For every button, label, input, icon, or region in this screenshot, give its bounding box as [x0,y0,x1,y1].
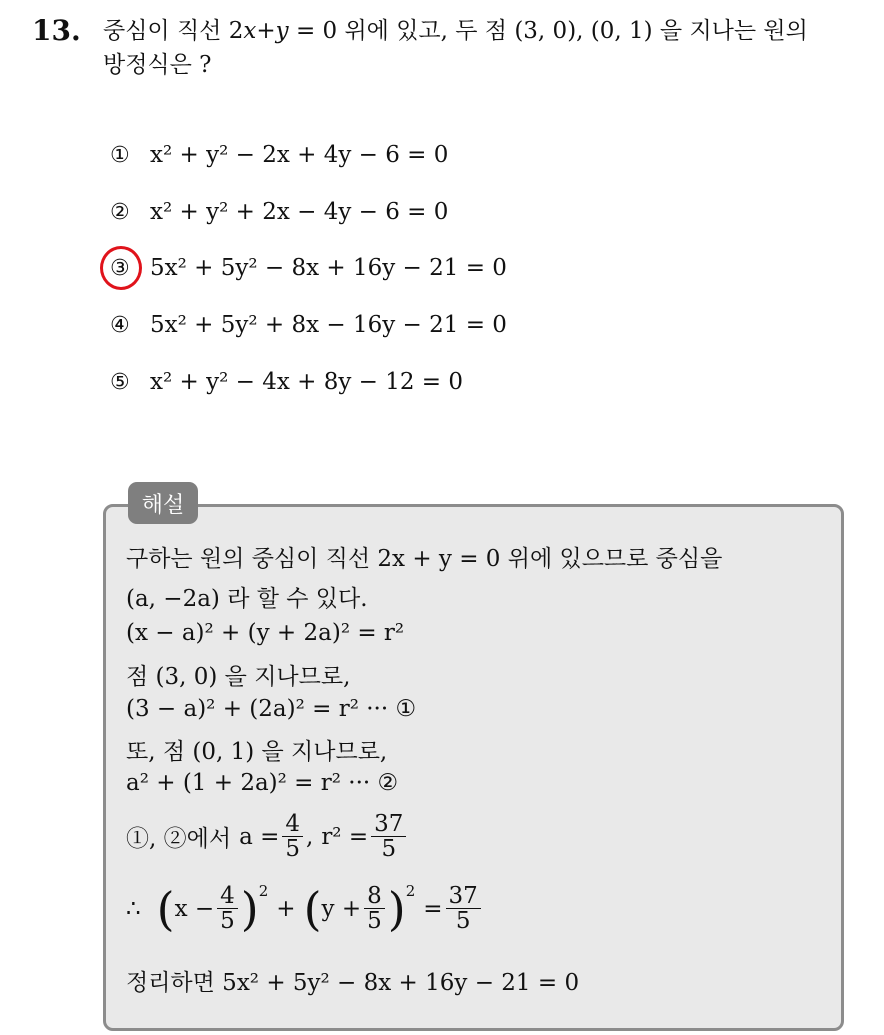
option-5[interactable] [110,369,463,395]
solution-line-7: a² + (1 + 2a)² = r² ··· ② [126,770,399,796]
stem-var-x: x [243,18,257,44]
line8-r-label: r² = [321,823,369,850]
line9-y-open: y + [321,895,362,922]
fraction-numerator: 4 [217,884,238,909]
option-1[interactable] [110,142,448,168]
paren-close-1: ) [240,881,259,936]
option-equation: x² + y² + 2x − 4y − 6 = 0 [150,199,449,225]
solution-line-1: 구하는 원의 중심이 직선 2x + y = 0 위에 있으므로 중심을 [126,546,723,572]
answer-circle-mark [100,246,142,290]
line9-plus: + [276,895,296,922]
line9-x-open: x − [174,895,215,922]
option-number: ① [110,142,130,168]
solution-tab: 해설 [128,482,198,524]
option-number: ② [110,199,130,225]
solution-line-6: 또, 점 (0, 1) 을 지나므로, [126,739,388,765]
paren-open-2: ( [303,881,322,936]
question-stem [103,14,873,82]
solution-line-3: (x − a)² + (y + 2a)² = r² [126,620,405,646]
option-2[interactable] [110,199,448,225]
stem-text-1: 중심이 직선 2 [103,18,244,44]
option-number: ⑤ [110,369,130,395]
option-number: ④ [110,312,130,338]
fraction-denominator: 5 [285,836,300,863]
exponent-1: 2 [258,881,269,900]
solution-line-8 [126,812,409,861]
fraction-numerator: 4 [282,812,303,837]
fraction-4-5 [217,884,238,933]
line8-a-label: a = [239,823,280,850]
solution-line-9 [126,881,484,936]
question-number: 13. [32,14,81,47]
solution-line-10: 정리하면 5x² + 5y² − 8x + 16y − 21 = 0 [126,970,580,996]
solution-line-5: (3 − a)² + (2a)² = r² ··· ① [126,696,417,722]
stem-text-2: = 0 위에 있고, 두 점 (3, 0), (0, 1) 을 지나는 원의 [295,18,808,44]
solution-line-2: (a, −2a) 라 할 수 있다. [126,586,368,612]
question-stem-line-1 [103,14,873,48]
question-stem-line-2: 방정식은 ? [103,52,212,78]
fraction-denominator: 5 [367,908,382,935]
solution-line-4: 점 (3, 0) 을 지나므로, [126,664,351,690]
line9-eq: = [423,895,443,922]
line8-prefix: ①, ②에서 [126,826,232,853]
exponent-2: 2 [405,881,416,900]
paren-open-1: ( [156,881,175,936]
option-number: ③ [110,255,130,281]
fraction-denominator: 5 [220,908,235,935]
line8-comma: , [306,823,314,850]
fraction-denominator: 5 [381,836,397,863]
therefore-symbol: ∴ [126,895,141,922]
option-3[interactable] [110,255,507,281]
paren-close-2: ) [387,881,406,936]
option-equation: 5x² + 5y² + 8x − 16y − 21 = 0 [150,312,507,338]
stem-plus: + [256,18,276,44]
fraction-numerator: 8 [364,884,385,909]
fraction-37-5 [446,884,481,933]
option-4[interactable] [110,312,507,338]
option-equation: x² + y² − 2x + 4y − 6 = 0 [150,142,449,168]
stem-var-y: y [275,18,289,44]
option-equation: x² + y² − 4x + 8y − 12 = 0 [150,369,464,395]
fraction-numerator: 37 [446,884,481,909]
fraction-8-5 [364,884,385,933]
fraction-a [282,812,303,861]
fraction-r [371,812,406,861]
option-equation: 5x² + 5y² − 8x + 16y − 21 = 0 [150,255,507,281]
fraction-numerator: 37 [371,812,406,837]
fraction-denominator: 5 [455,908,471,935]
